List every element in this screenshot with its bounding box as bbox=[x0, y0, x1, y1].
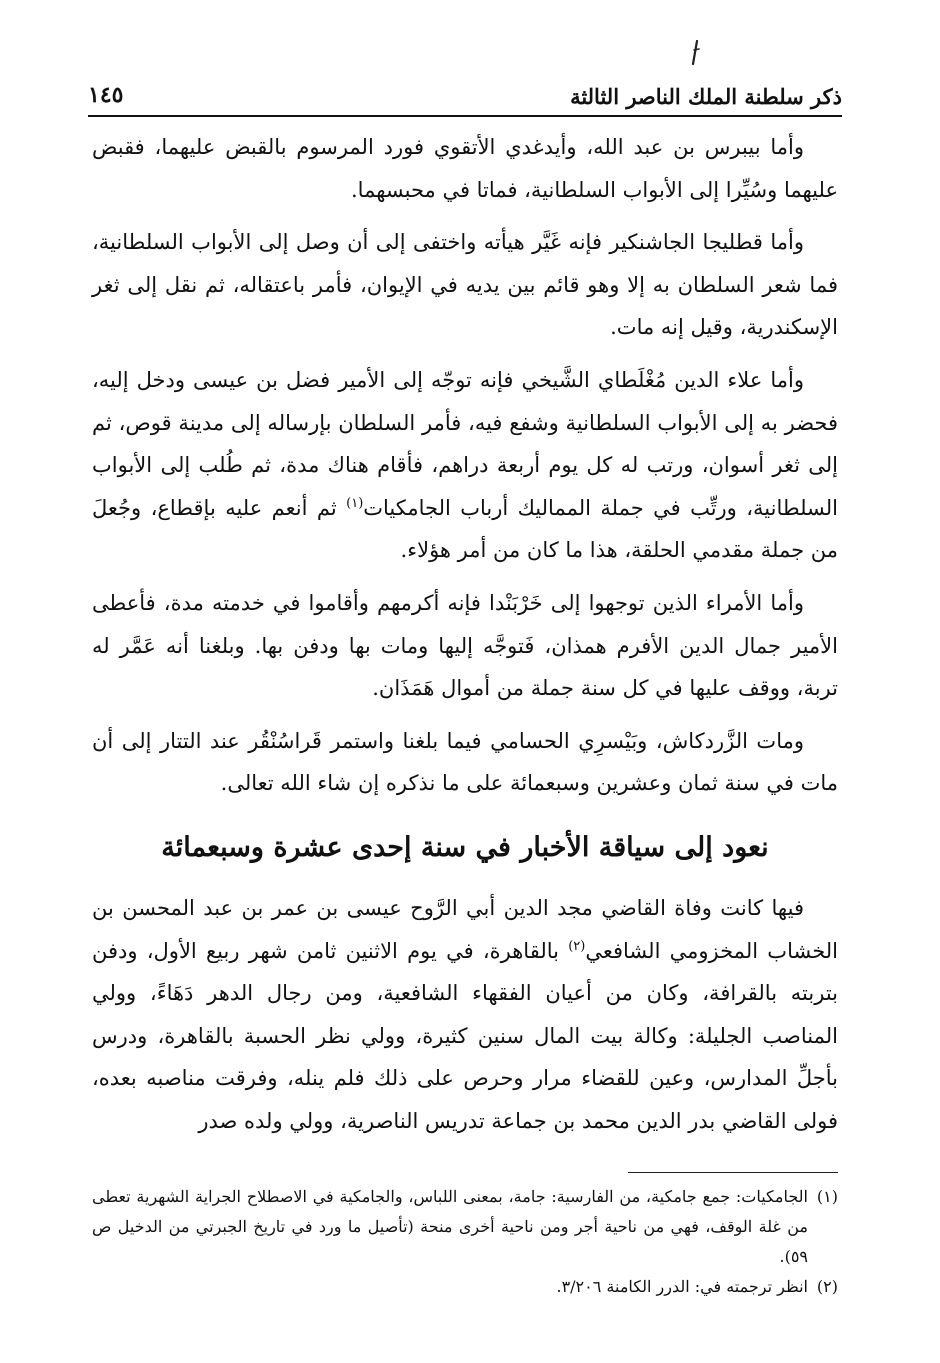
footnote-separator bbox=[628, 1172, 838, 1173]
footnote-number: (٢) bbox=[816, 1277, 838, 1296]
page-number: ١٤٥ bbox=[88, 82, 124, 108]
footnote-reference-1[interactable]: (١) bbox=[346, 495, 364, 511]
paragraph-kharbanda: وأما الأمراء الذين توجهوا إلى خَرْبَنْدا فإنه أكرمهم وأقاموا في خدمته مدة، فأعطى الأمير جمال الدين الأفرم همذان، فَتوجَّه إليها ومات بها ودفن بها. وبلغنا أنه عَمَّر له تربة، ووقف عليها في كل سنة جملة من أموال هَمَذَان. bbox=[92, 590, 838, 701]
header-rule bbox=[88, 115, 842, 117]
paragraph-year-711 bbox=[92, 887, 838, 1143]
footnote-1 bbox=[92, 1182, 838, 1272]
paragraph-qutlija: وأما قطليجا الجاشنكير فإنه غَيَّر هيأته واختفى إلى أن وصل إلى الأبواب السلطانية، فما شعر السلطان به إلا وهو قائم بين يديه في الإيوان، فأمر باعتقاله، ثم نقل إلى ثغر الإسكندرية، وقيل إنه مات. bbox=[92, 230, 838, 340]
paragraph-year-711-text: فيها كانت وفاة القاضي مجد الدين أبي الرَّوح عيسى بن عمر بن عبد المحسن بن الخشاب المخزومي الشافعي bbox=[92, 895, 838, 963]
paragraph-baybars: وأما بيبرس بن عبد الله، وأيدغدي الأتقوي فورد المرسوم بالقبض عليهما، فقبض عليهما وسُيِّرا إلى الأبواب السلطانية، فماتا في محبسهما. bbox=[92, 135, 838, 202]
footnote-number: (١) bbox=[816, 1187, 838, 1206]
paragraph-zardakash: ومات الزَّردكاش، وبَيْسرِي الحسامي فيما بلغنا واستمر قَراسُنْقُر عند التتار إلى أن مات في سنة ثمان وعشرين وسبعمائة على ما نذكره إن شاء الله تعالى. bbox=[92, 728, 838, 796]
paragraph-year-711-continued: بالقاهرة، في يوم الاثنين ثامن شهر ربيع الأول، ودفن بتربته بالقرافة، وكان من أعيان الفقهاء الشافعية، ومن رجال الدهر دَهَاءً، وولي المناصب الجليلة: وكالة بيت المال سنين كثيرة، وولي نظر الحسبة بالقاهرة، ودرس بأجلِّ المدارس، وعين للقضاء مرار وحرص على ذلك فلم ينله، وفرقت مناصبه بعده، فولى القاضي بدر الدين محمد بن جماعة تدريس الناصرية، وولي ولده صدر bbox=[92, 938, 838, 1133]
footnote-text: الجامكيات: جمع جامكية، من الفارسية: جامة، بمعنى اللباس، والجامكية في الاصطلاح الجراية الشهرية تعطى من غلة الوقف، فهي من ناحية أجر ومن ناحية أخرى منحة (تأصيل ما ورد في تاريخ الجبرتي من الدخيل ص ٥٩). bbox=[92, 1187, 809, 1266]
paragraph-mughultay bbox=[92, 359, 838, 572]
running-head: ذكر سلطنة الملك الناصر الثالثة bbox=[570, 83, 842, 109]
section-heading: نعود إلى سياقة الأخبار في سنة إحدى عشرة وسبعمائة bbox=[161, 831, 769, 863]
pen-stroke-mark bbox=[690, 40, 700, 66]
page-header bbox=[88, 76, 842, 112]
paragraph-mughultay-text: وأما علاء الدين مُغْلَطاي الشَّيخي فإنه توجّه إلى الأمير فضل بن عيسى ودخل إليه، فحضر به إلى الأبواب السلطانية وشفع فيه، فأمر السلطان بإرساله إلى مدينة قوص، ثم إلى ثغر أسوان، ورتب له كل يوم أربعة دراهم، فأقام هناك مدة، ثم طُلب إلى الأبواب السلطانية، ورتِّب في جملة المماليك أرباب الجامكيات bbox=[92, 367, 838, 520]
paragraph-mughultay-continued: ثم أنعم عليه بإقطاع، وجُعلَ من جملة مقدمي الحلقة، هذا ما كان من أمر هؤلاء. bbox=[92, 495, 838, 563]
main-text bbox=[92, 126, 838, 1152]
footnote-reference-2[interactable]: (٢) bbox=[568, 938, 586, 954]
footnote-text: انظر ترجمته في: الدرر الكامنة ٣/٢٠٦. bbox=[556, 1277, 808, 1296]
footnote-2 bbox=[92, 1272, 838, 1302]
footnotes bbox=[92, 1182, 838, 1302]
